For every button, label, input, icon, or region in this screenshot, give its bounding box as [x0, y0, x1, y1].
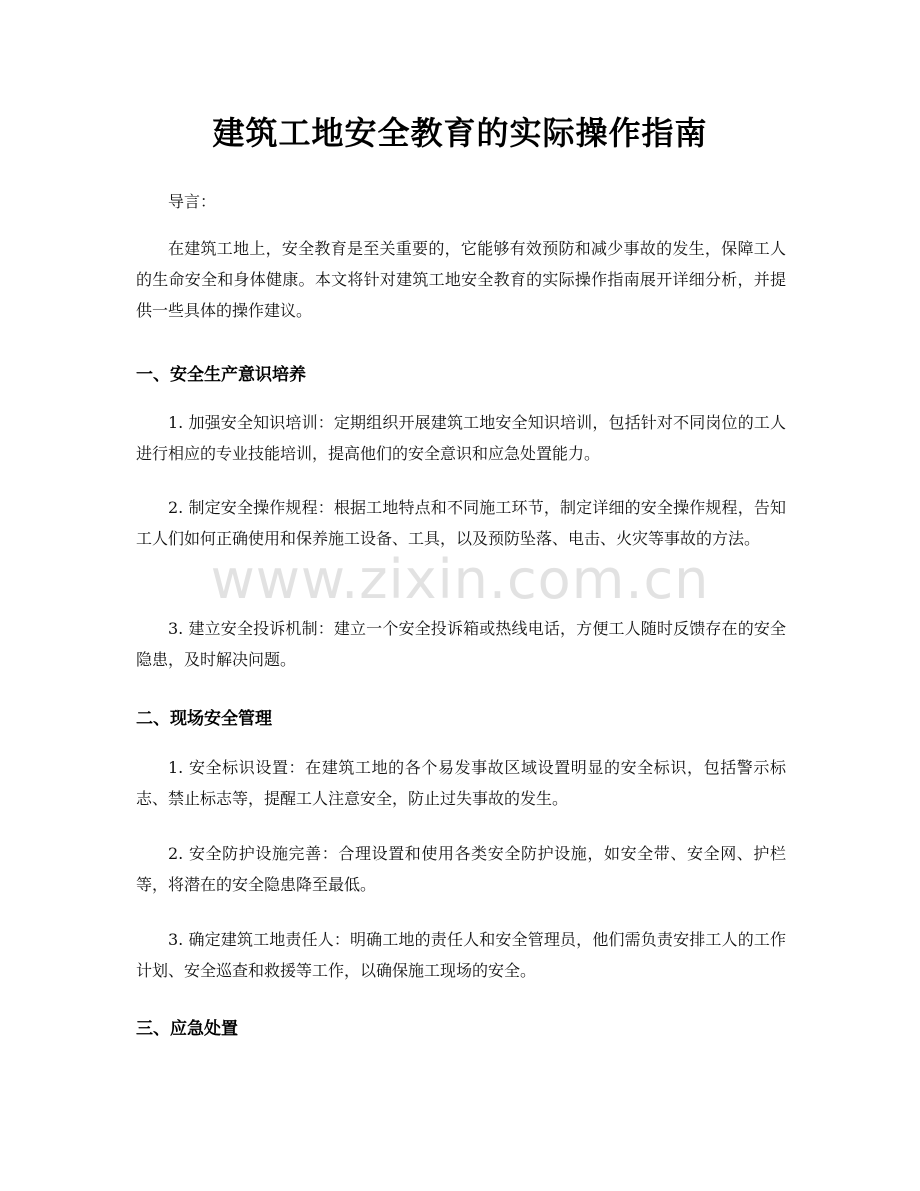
document-title: 建筑工地安全教育的实际操作指南 [212, 114, 708, 152]
section-2-item-3: 3. 确定建筑工地责任人：明确工地的责任人和安全管理员，他们需负责安排工人的工作计划、安全巡查和救援等工作，以确保施工现场的安全。 [136, 930, 786, 980]
section-2-item-1: 1. 安全标识设置：在建筑工地的各个易发事故区域设置明显的安全标识，包括警示标志、禁止标志等，提醒工人注意安全，防止过失事故的发生。 [136, 758, 786, 808]
intro-paragraph: 在建筑工地上，安全教育是至关重要的，它能够有效预防和减少事故的发生，保障工人的生命安全和身体健康。本文将针对建筑工地安全教育的实际操作指南展开详细分析，并提供一些具体的操作建议。 [136, 239, 786, 320]
watermark-text: www.zixin.com.cn [210, 548, 710, 611]
section-heading-1: 一、安全生产意识培养 [136, 365, 306, 385]
section-2-item-2: 2. 安全防护设施完善：合理设置和使用各类安全防护设施，如安全带、安全网、护栏等，将潜在的安全隐患降至最低。 [136, 844, 786, 894]
section-1-item-3: 3. 建立安全投诉机制：建立一个安全投诉箱或热线电话，方便工人随时反馈存在的安全隐患，及时解决问题。 [136, 619, 786, 669]
intro-label: 导言： [168, 192, 217, 211]
section-1-item-1: 1. 加强安全知识培训：定期组织开展建筑工地安全知识培训，包括针对不同岗位的工人进行相应的专业技能培训，提高他们的安全意识和应急处置能力。 [136, 413, 786, 463]
section-heading-2: 二、现场安全管理 [136, 709, 272, 729]
section-1-item-2: 2. 制定安全操作规程：根据工地特点和不同施工环节，制定详细的安全操作规程，告知工人们如何正确使用和保养施工设备、工具，以及预防坠落、电击、火灾等事故的方法。 [136, 498, 786, 548]
section-heading-3: 三、应急处置 [136, 1019, 238, 1039]
